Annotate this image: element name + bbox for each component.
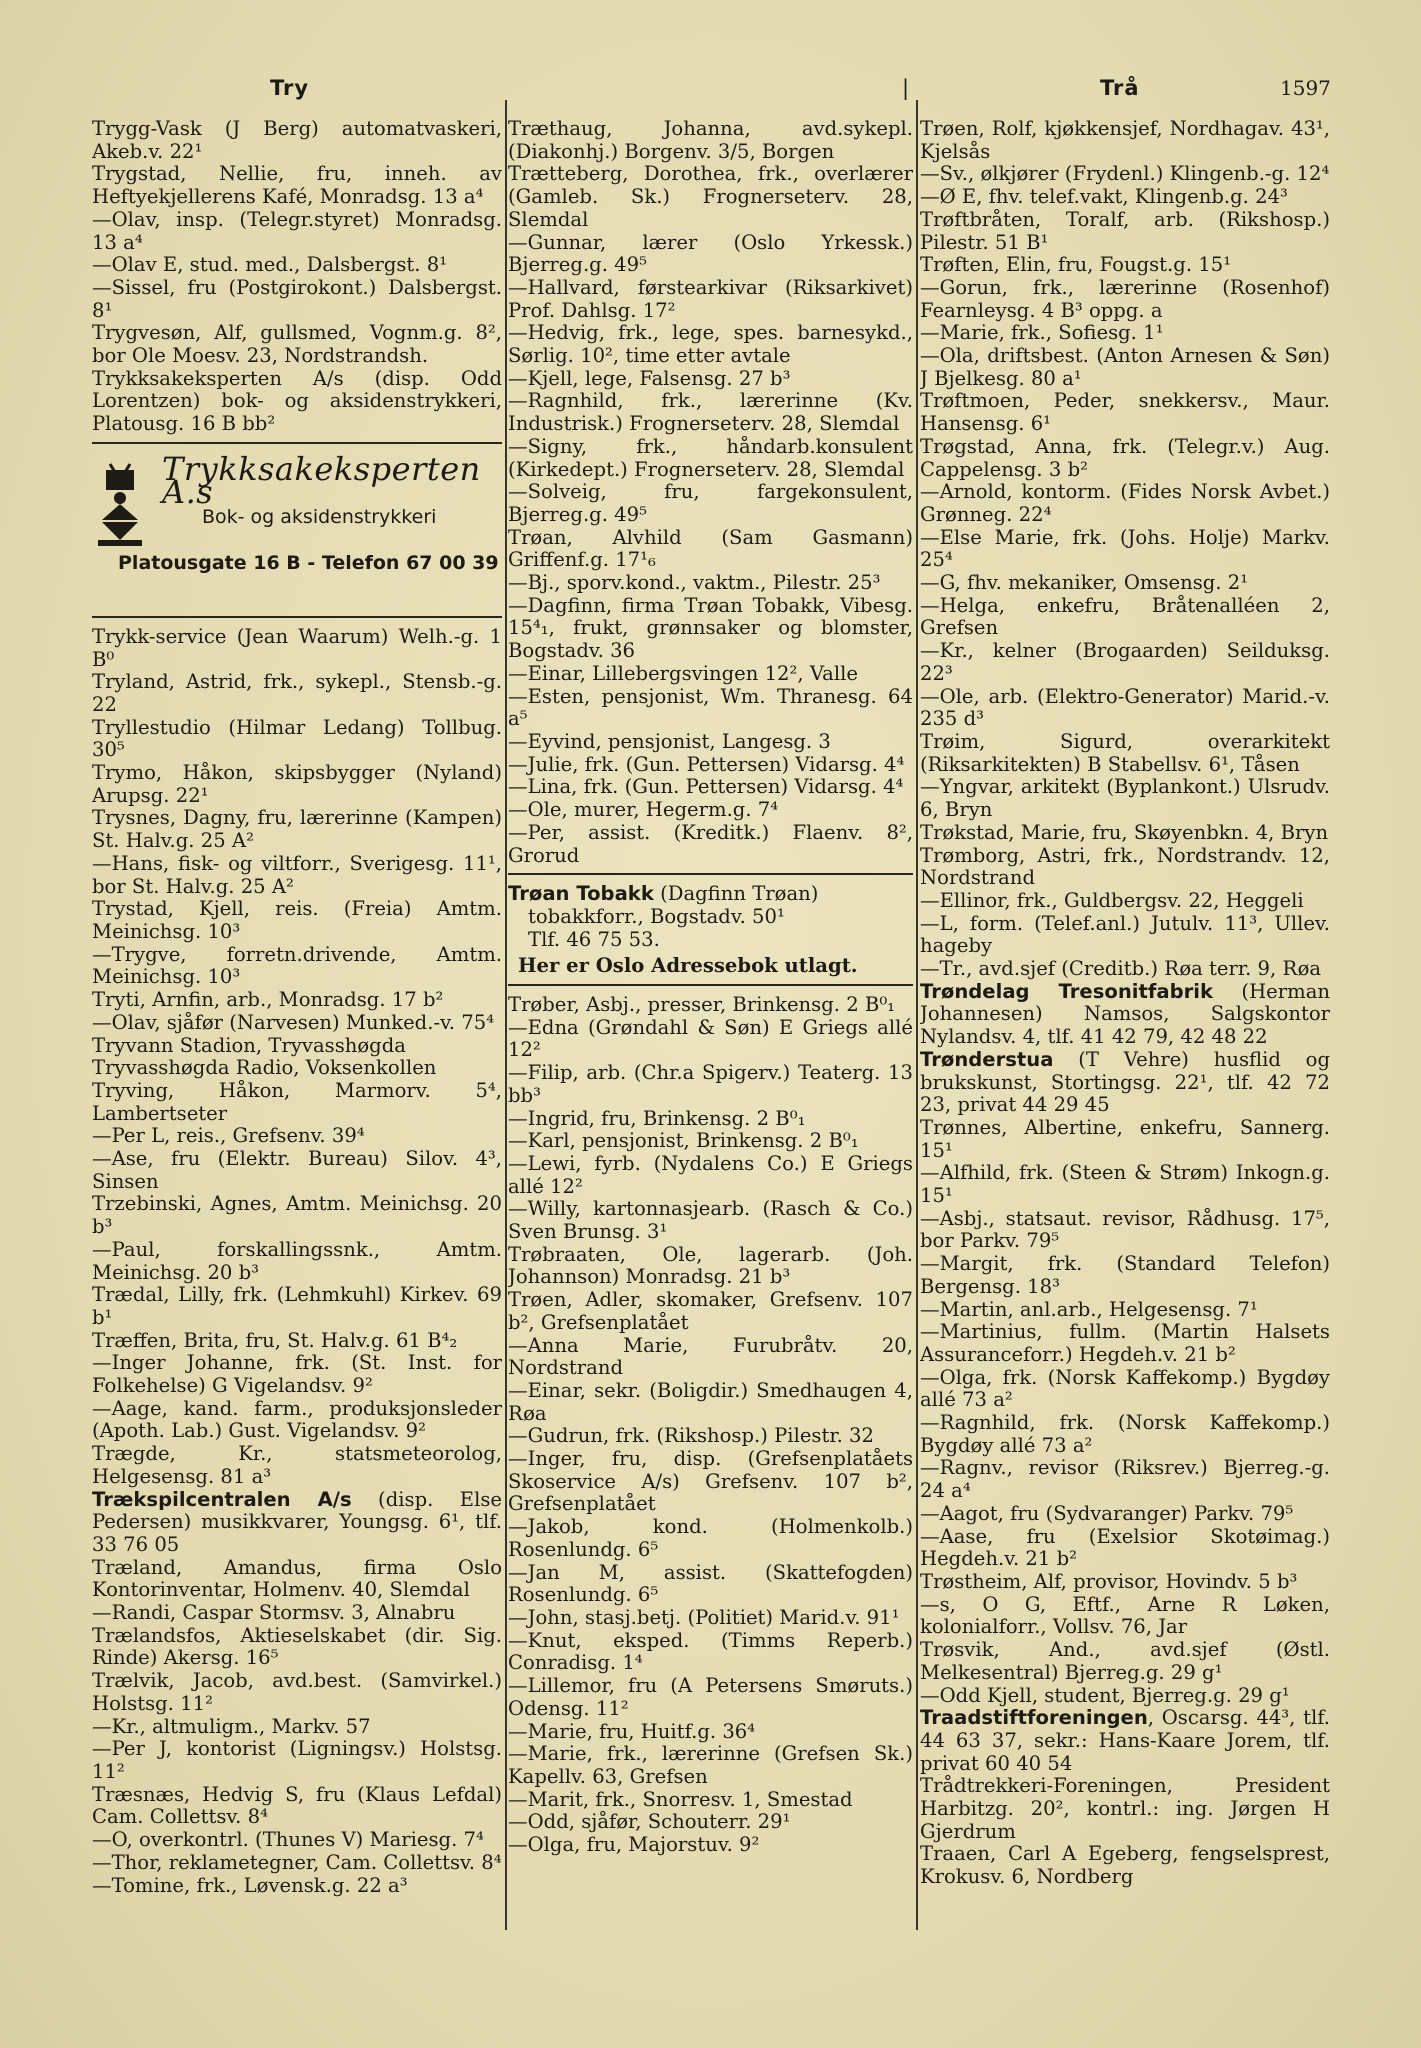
directory-entry: —Ingrid, fru, Brinkensg. 2 B⁰₁ bbox=[508, 1107, 806, 1130]
directory-entry: —Aase, fru (Exelsior Skotøimag.) Hegdeh.v. 21 b² bbox=[920, 1525, 1330, 1571]
ad-company-name: Trykksakeksperten A.s bbox=[162, 449, 481, 511]
ad-address: Platousgate 16 B - Telefon 67 00 39 bbox=[118, 551, 499, 574]
directory-entry: —Paul, forskallingssnk., Amtm. Meinichsg. 20 b³ bbox=[92, 1238, 502, 1284]
directory-entry: —Einar, Lillebergsvingen 12², Valle bbox=[508, 662, 858, 685]
directory-entry: —Filip, arb. (Chr.a Spigerv.) Teaterg. 13 bb³ bbox=[508, 1062, 913, 1107]
directory-entry: —Randi, Caspar Stormsv. 3, Alnabru bbox=[92, 1602, 456, 1625]
directory-entry: Tryvann Stadion, Tryvasshøgda bbox=[92, 1034, 406, 1057]
directory-entry: —Alfhild, frk. (Steen & Strøm) Inkogn.g. 15¹ bbox=[920, 1162, 1330, 1208]
directory-entry: Trøen, Rolf, kjøkkensjef, Nordhagav. 43¹, Kjelsås bbox=[920, 118, 1330, 163]
directory-entry: —s, O G, Eftf., Arne R Løken, kolonialforr., Vollsv. 76, Jar bbox=[920, 1593, 1330, 1639]
directory-entry: —Olga, fru, Majorstuv. 9² bbox=[508, 1834, 760, 1857]
directory-entry: Trøften, Elin, fru, Fougst.g. 15¹ bbox=[920, 254, 1232, 277]
directory-entry: —Helga, enkefru, Bråtenalléen 2, Grefsen bbox=[920, 594, 1330, 640]
directory-entry: Trygvesøn, Alf, gullsmed, Vognm.g. 8², bor Ole Moesv. 23, Nordstrandsh. bbox=[92, 322, 502, 368]
tobakk-notice bbox=[508, 883, 913, 978]
directory-entry: —Olga, frk. (Norsk Kaffekomp.) Bygdøy allé 73 a² bbox=[920, 1366, 1330, 1412]
header-tick: | bbox=[902, 76, 911, 100]
directory-entry: Trøftbråten, Toralf, arb. (Rikshosp.) Pilestr. 51 B¹ bbox=[920, 208, 1330, 254]
directory-entry: —Martin, anl.arb., Helgesensg. 7¹ bbox=[920, 1298, 1258, 1321]
directory-entry: Træsnæs, Hedvig S, fru (Klaus Lefdal) Cam. Collettsv. 8⁴ bbox=[92, 1783, 502, 1829]
section-rule bbox=[508, 984, 913, 986]
directory-entry: Trøftmoen, Peder, snekkersv., Maur. Hansensg. 6¹ bbox=[920, 390, 1330, 436]
directory-entry: —Dagfinn, firma Trøan Tobakk, Vibesg. 15⁴₁, frukt, grønnsaker og blomster, Bogstadv. 36 bbox=[508, 594, 913, 663]
directory-entry: —Bj., sporv.kond., vaktm., Pilestr. 25³ bbox=[508, 572, 881, 595]
directory-entry: Trøbraaten, Ole, lagerarb. (Joh. Johannson) Monradsg. 21 b³ bbox=[508, 1243, 913, 1289]
directory-entry: Trygstad, Nellie, fru, inneh. av Heftyekjellerens Kafé, Monradsg. 13 a⁴ bbox=[92, 163, 502, 209]
directory-entry: Tryllestudio (Hilmar Ledang) Tollbug. 30⁵ bbox=[92, 716, 502, 762]
directory-entry: Trøen, Adler, skomaker, Grefsenv. 107 b², Grefsenplatået bbox=[508, 1289, 913, 1334]
directory-entry: —Hedvig, frk., lege, spes. barnesykd., Sørlig. 10², time etter avtale bbox=[508, 322, 913, 368]
directory-entry: —Anna Marie, Furubråtv. 20, Nordstrand bbox=[508, 1334, 913, 1380]
directory-entry: —Hallvard, førstearkivar (Riksarkivet) Prof. Dahlsg. 17² bbox=[508, 276, 913, 322]
directory-entry: Trykk-service (Jean Waarum) Welh.-g. 1 B⁰ bbox=[92, 625, 502, 671]
directory-entry: Trædal, Lilly, frk. (Lehmkuhl) Kirkev. 69 b¹ bbox=[92, 1284, 502, 1329]
directory-entry: Trækspilcentralen A/s (disp. Else Pedersen) musikkvarer, Youngsg. 6¹, tlf. 33 76 05 bbox=[92, 1488, 502, 1556]
directory-entry: Trætteberg, Dorothea, frk., overlærer (Gamleb. Sk.) Frognerseterv. 28, Slemdal bbox=[508, 163, 913, 231]
directory-entry: —Willy, kartonnasjearb. (Rasch & Co.) Sven Brunsg. 3¹ bbox=[508, 1198, 913, 1244]
column-2 bbox=[508, 118, 913, 1857]
printer-logo-icon bbox=[96, 460, 166, 550]
directory-entry: —Eyvind, pensjonist, Langesg. 3 bbox=[508, 730, 831, 753]
directory-entry: —Else Marie, frk. (Johs. Holje) Markv. 25⁴ bbox=[920, 526, 1330, 572]
directory-entry: Trægde, Kr., statsmeteorolog, Helgesensg. 81 a³ bbox=[92, 1443, 502, 1488]
directory-entry: —Margit, frk. (Standard Telefon) Bergensg. 18³ bbox=[920, 1253, 1330, 1298]
directory-entry: Trymo, Håkon, skipsbygger (Nyland) Arupsg. 22¹ bbox=[92, 762, 502, 807]
directory-entry: —Arnold, kontorm. (Fides Norsk Avbet.) Grønneg. 22⁴ bbox=[920, 481, 1330, 526]
directory-entry: —Kr., altmuligm., Markv. 57 bbox=[92, 1715, 371, 1738]
directory-entry: —Ragnv., revisor (Riksrev.) Bjerreg.-g. 24 a⁴ bbox=[920, 1457, 1330, 1503]
directory-entry: Trøsvik, And., avd.sjef (Østl. Melkesentral) Bjerreg.g. 29 g¹ bbox=[920, 1639, 1330, 1684]
column-divider bbox=[505, 100, 507, 1930]
page-number: 1597 bbox=[1280, 76, 1331, 100]
column-divider bbox=[916, 100, 918, 1930]
directory-entry: —Lina, frk. (Gun. Pettersen) Vidarsg. 4⁴ bbox=[508, 776, 904, 799]
directory-entry: —O, overkontrl. (Thunes V) Mariesg. 7⁴ bbox=[92, 1829, 484, 1852]
header-left-keyword: Try bbox=[270, 76, 310, 100]
directory-entry: —Lillemor, fru (A Petersens Smøruts.) Odensg. 11² bbox=[508, 1675, 913, 1720]
directory-entry: Trøkstad, Marie, fru, Skøyenbkn. 4, Bryn bbox=[920, 821, 1329, 844]
directory-entry: —Marie, frk., Sofiesg. 1¹ bbox=[920, 322, 1164, 345]
directory-entry: —Asbj., statsaut. revisor, Rådhusg. 17⁵, bor Parkv. 79⁵ bbox=[920, 1207, 1330, 1253]
directory-entry: Traadstiftforeningen, Oscarsg. 44³, tlf. 44 63 37, sekr.: Hans-Kaare Jorem, tlf. privat 60 40 54 bbox=[920, 1707, 1330, 1775]
directory-entry: —Odd, sjåfør, Schouterr. 29¹ bbox=[508, 1811, 791, 1834]
directory-entry: Traaen, Carl A Egeberg, fengselsprest, Krokusv. 6, Nordberg bbox=[920, 1843, 1330, 1889]
directory-entry: Trådtrekkeri-Foreningen, President Harbitzg. 20², kontrl.: ing. Jørgen H Gjerdrum bbox=[920, 1775, 1330, 1843]
directory-entry: Trøstheim, Alf, provisor, Hovindv. 5 b³ bbox=[920, 1571, 1298, 1593]
directory-entry: Trønderstua (T Vehre) husflid og brukskunst, Stortingsg. 22¹, tlf. 42 72 23, privat 44 29 45 bbox=[920, 1048, 1330, 1117]
directory-entry: —Esten, pensjonist, Wm. Thranesg. 64 a⁵ bbox=[508, 685, 913, 731]
directory-entry: —Sv., ølkjører (Frydenl.) Klingenb.-g. 12⁴ bbox=[920, 163, 1330, 186]
section-rule bbox=[508, 873, 913, 875]
directory-entry: —Gudrun, frk. (Rikshosp.) Pilestr. 32 bbox=[508, 1425, 874, 1448]
directory-entry: —Gorun, frk., lærerinne (Rosenhof) Fearnleysg. 4 B³ oppg. a bbox=[920, 276, 1330, 322]
page-header bbox=[0, 76, 1421, 108]
directory-entry: —Aage, kand. farm., produksjonsleder (Apoth. Lab.) Gust. Vigelandsv. 9² bbox=[92, 1397, 502, 1443]
directory-entry: —Gunnar, lærer (Oslo Yrkessk.) Bjerreg.g. 49⁵ bbox=[508, 231, 913, 277]
directory-entry: —Signy, frk., håndarb.konsulent (Kirkedept.) Frognerseterv. 28, Slemdal bbox=[508, 435, 913, 481]
notice-company: Trøan Tobakk bbox=[508, 882, 654, 906]
directory-entry: —Edna (Grøndahl & Søn) E Griegs allé 12² bbox=[508, 1016, 913, 1062]
directory-entry: —Einar, sekr. (Boligdir.) Smedhaugen 4, Røa bbox=[508, 1379, 913, 1425]
directory-entry: —Marit, frk., Snorresv. 1, Smestad bbox=[508, 1788, 853, 1811]
directory-entry: —Ase, fru (Elektr. Bureau) Silov. 4³, Sinsen bbox=[92, 1148, 502, 1193]
directory-entry: Tryvasshøgda Radio, Voksenkollen bbox=[92, 1057, 437, 1080]
directory-entry: Trøndelag Tresonitfabrik (Herman Johannesen) Namsos, Salgskontor Nylandsv. 4, tlf. 41 42 79, 42 48 22 bbox=[920, 980, 1330, 1049]
directory-entry: —Jan M, assist. (Skattefogden) Rosenlundg. 6⁵ bbox=[508, 1561, 913, 1607]
directory-entry: Træffen, Brita, fru, St. Halv.g. 61 B⁴₂ bbox=[92, 1329, 458, 1352]
directory-entry: —Odd Kjell, student, Bjerreg.g. 29 g¹ bbox=[920, 1684, 1290, 1707]
directory-entry: Trælvik, Jacob, avd.best. (Samvirkel.) Holstsg. 11² bbox=[92, 1670, 502, 1715]
notice-owner: (Dagfinn Trøan) bbox=[660, 882, 819, 906]
directory-entry: —Ø E, fhv. telef.vakt, Klingenb.g. 24³ bbox=[920, 186, 1288, 209]
directory-entry: Trøber, Asbj., presser, Brinkensg. 2 B⁰₁ bbox=[508, 994, 896, 1017]
notice-phone: Tlf. 46 75 53. bbox=[528, 927, 660, 951]
directory-entry: Tryland, Astrid, frk., sykepl., Stensb.-g. 22 bbox=[92, 671, 502, 716]
section-rule bbox=[92, 442, 502, 444]
directory-entry: —Inger, fru, disp. (Grefsenplatåets Skoservice A/s) Grefsenv. 107 b², Grefsenplatået bbox=[508, 1448, 913, 1516]
directory-entry: —John, stasj.betj. (Politiet) Marid.v. 91¹ bbox=[508, 1607, 900, 1629]
directory-entry: —Marie, frk., lærerinne (Grefsen Sk.) Kapellv. 63, Grefsen bbox=[508, 1743, 913, 1788]
directory-entry: —Marie, fru, Huitf.g. 36⁴ bbox=[508, 1720, 756, 1743]
directory-entry: —Sissel, fru (Postgirokont.) Dalsbergst. 8¹ bbox=[92, 276, 502, 322]
directory-entry: —Olav, insp. (Telegr.styret) Monradsg. 13 a⁴ bbox=[92, 208, 502, 254]
directory-entry: Træthaug, Johanna, avd.sykepl. (Diakonhj.) Borgenv. 3/5, Borgen bbox=[508, 118, 913, 163]
column-3 bbox=[920, 118, 1330, 1889]
directory-entry: —Kr., kelner (Brogaarden) Seilduksg. 22³ bbox=[920, 640, 1330, 685]
directory-entry: Trystad, Kjell, reis. (Freia) Amtm. Meinichsg. 10³ bbox=[92, 898, 502, 943]
directory-entry: —Ragnhild, frk., lærerinne (Kv. Industrisk.) Frognerseterv. 28, Slemdal bbox=[508, 390, 913, 436]
directory-entry: Trælandsfos, Aktieselskabet (dir. Sig. Rinde) Akersg. 16⁵ bbox=[92, 1624, 502, 1670]
notice-line: tobakkforr., Bogstadv. 50¹ bbox=[528, 904, 785, 928]
advertisement bbox=[92, 449, 502, 610]
directory-entry: —Trygve, forretn.drivende, Amtm. Meinichsg. 10³ bbox=[92, 943, 502, 989]
directory-entry: Trøan, Alvhild (Sam Gasmann) Griffenf.g. 17¹₆ bbox=[508, 526, 913, 572]
directory-entry: —Knut, eksped. (Timms Reperb.) Conradisg. 1⁴ bbox=[508, 1629, 913, 1675]
directory-entry: —Lewi, fyrb. (Nydalens Co.) E Griegs allé 12² bbox=[508, 1152, 913, 1198]
header-right-keyword: Trå bbox=[1100, 76, 1140, 100]
directory-entry: —Per L, reis., Grefsenv. 39⁴ bbox=[92, 1125, 365, 1148]
directory-entry: —Julie, frk. (Gun. Pettersen) Vidarsg. 4⁴ bbox=[508, 753, 905, 776]
directory-entry: —Ola, driftsbest. (Anton Arnesen & Søn) J Bjelkesg. 80 a¹ bbox=[920, 345, 1330, 390]
directory-entry: Træland, Amandus, firma Oslo Kontorinventar, Holmenv. 40, Slemdal bbox=[92, 1556, 502, 1602]
directory-entry: —Thor, reklametegner, Cam. Collettsv. 8⁴ bbox=[92, 1851, 502, 1874]
directory-entry: —Per, assist. (Kreditk.) Flaenv. 8², Grorud bbox=[508, 821, 913, 867]
section-rule bbox=[92, 616, 502, 618]
directory-entry: —Inger Johanne, frk. (St. Inst. for Folkehelse) G Vigelandsv. 9² bbox=[92, 1352, 502, 1398]
directory-entry: —Yngvar, arkitekt (Byplankont.) Ulsrudv. 6, Bryn bbox=[920, 776, 1330, 822]
directory-entry: —Solveig, fru, fargekonsulent, Bjerreg.g. 49⁵ bbox=[508, 481, 913, 526]
directory-entry: —Ellinor, frk., Guldbergsv. 22, Heggeli bbox=[920, 889, 1304, 912]
directory-entry: —Martinius, fullm. (Martin Halsets Assuranceforr.) Hegdeh.v. 21 b² bbox=[920, 1321, 1330, 1366]
directory-entry: —Olav E, stud. med., Dalsbergst. 8¹ bbox=[92, 254, 448, 277]
directory-entry: —Aagot, fru (Sydvaranger) Parkv. 79⁵ bbox=[920, 1502, 1294, 1525]
column-1 bbox=[92, 118, 502, 1897]
directory-entry: Trzebinski, Agnes, Amtm. Meinichsg. 20 b³ bbox=[92, 1193, 502, 1239]
directory-entry: Trømborg, Astri, frk., Nordstrandv. 12, Nordstrand bbox=[920, 844, 1330, 890]
directory-entry: Trysnes, Dagny, fru, lærerinne (Kampen) St. Halv.g. 25 A² bbox=[92, 807, 502, 853]
directory-entry: Tryti, Arnfin, arb., Monradsg. 17 b² bbox=[92, 989, 444, 1012]
directory-entry: —G, fhv. mekaniker, Omsensg. 2¹ bbox=[920, 572, 1249, 595]
directory-entry: Trøgstad, Anna, frk. (Telegr.v.) Aug. Cappelensg. 3 b² bbox=[920, 435, 1330, 481]
directory-entry: Trønnes, Albertine, enkefru, Sannerg. 15¹ bbox=[920, 1116, 1330, 1162]
directory-entry: —Per J, kontorist (Ligningsv.) Holstsg. 11² bbox=[92, 1738, 502, 1783]
directory-entry: —Ole, arb. (Elektro-Generator) Marid.-v. 235 d³ bbox=[920, 685, 1330, 731]
directory-entry: —Olav, sjåfør (Narvesen) Munked.-v. 75⁴ bbox=[92, 1011, 495, 1034]
ad-subtitle: Bok- og aksidenstrykkeri bbox=[202, 505, 437, 528]
directory-entry: Tryving, Håkon, Marmorv. 5⁴, Lambertseter bbox=[92, 1079, 502, 1125]
directory-entry: —Kjell, lege, Falsensg. 27 b³ bbox=[508, 367, 791, 390]
directory-entry: —Tr., avd.sjef (Creditb.) Røa terr. 9, Røa bbox=[920, 958, 1322, 981]
directory-entry: —Ragnhild, frk. (Norsk Kaffekomp.) Bygdøy allé 73 a² bbox=[920, 1412, 1330, 1457]
directory-entry: —Ole, murer, Hegerm.g. 7⁴ bbox=[508, 799, 779, 822]
directory-entry: —Jakob, kond. (Holmenkolb.) Rosenlundg. 6⁵ bbox=[508, 1516, 913, 1561]
directory-entry: Trøim, Sigurd, overarkitekt (Riksarkitekten) B Stabellsv. 6¹, Tåsen bbox=[920, 730, 1330, 776]
directory-entry: Trykksakeksperten A/s (disp. Odd Lorentzen) bok- og aksidenstrykkeri, Platousg. 16 B bb² bbox=[92, 367, 502, 436]
directory-entry: —Hans, fisk- og viltforr., Sverigesg. 11¹, bor St. Halv.g. 25 A² bbox=[92, 852, 502, 898]
directory-entry: —L, form. (Telef.anl.) Jutulv. 11³, Ullev. hageby bbox=[920, 912, 1330, 958]
directory-entry: —Karl, pensjonist, Brinkensg. 2 B⁰₁ bbox=[508, 1130, 859, 1153]
directory-entry: Trygg-Vask (J Berg) automatvaskeri, Akeb.v. 22¹ bbox=[92, 118, 502, 163]
directory-entry: —Tomine, frk., Løvensk.g. 22 a³ bbox=[92, 1874, 408, 1897]
notice-adressebok: Her er Oslo Adressebok utlagt. bbox=[518, 954, 858, 978]
